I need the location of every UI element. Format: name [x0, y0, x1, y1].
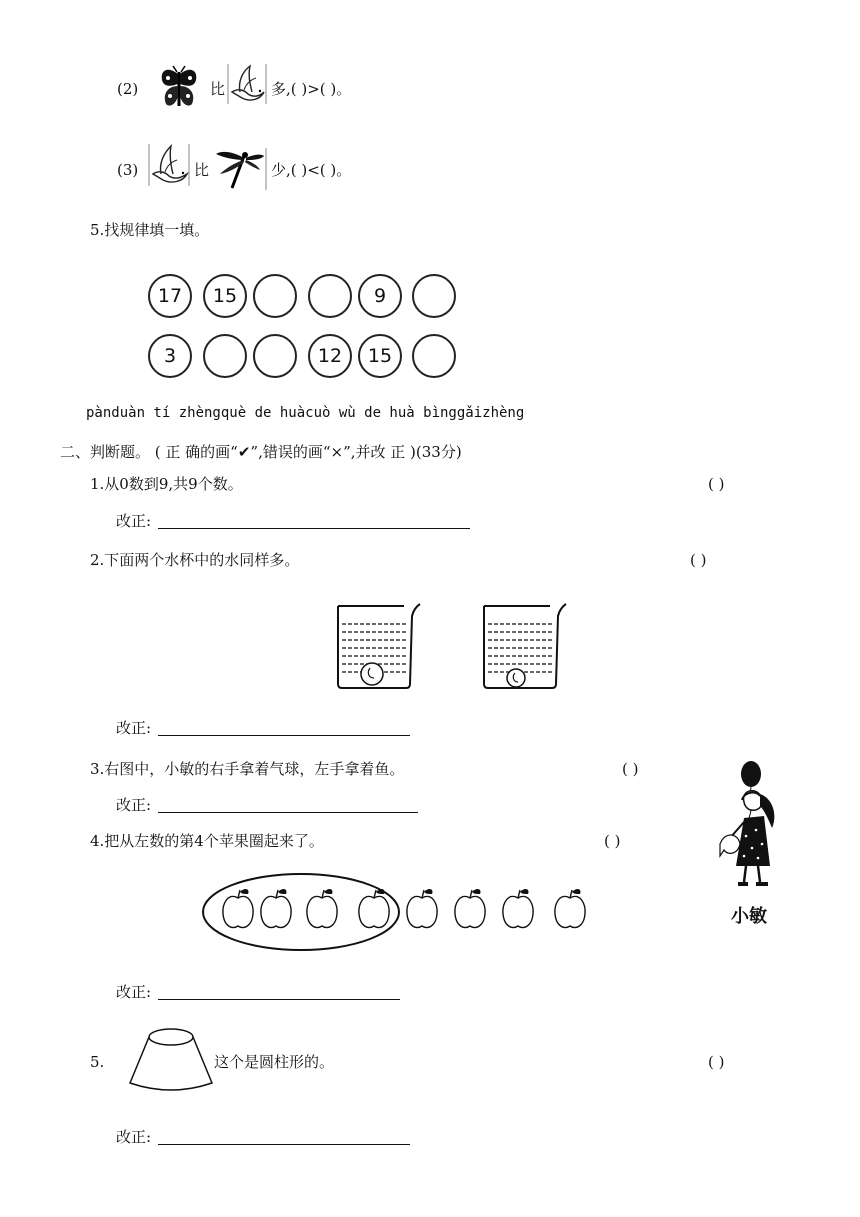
pattern-circle: 3: [148, 334, 192, 378]
water-cup-right: [480, 602, 570, 690]
answer-paren[interactable]: ( ): [604, 832, 621, 850]
pattern-circle: 15: [358, 334, 402, 378]
pinyin-line: pànduàn tí zhèngquè de huàcuò wù de huà bìnggǎizhèng: [86, 405, 525, 421]
pattern-circle: 12: [308, 334, 352, 378]
correction-label: 改正:: [116, 796, 152, 814]
correction-label: 改正:: [116, 512, 152, 530]
dove-icon: [147, 142, 191, 188]
compare-q2-number: (2): [117, 80, 139, 98]
judge-item-3: 3.右图中，小敏的右手拿着气球，左手拿着鱼。: [90, 760, 405, 778]
answer-paren[interactable]: ( ): [708, 1053, 725, 1071]
correction-line[interactable]: [158, 735, 410, 736]
correction-label: 改正:: [116, 1128, 152, 1146]
pattern-circle: 15: [203, 274, 247, 318]
correction-line[interactable]: [158, 812, 418, 813]
pattern-blank-circle[interactable]: [253, 334, 297, 378]
apples-row: [200, 872, 600, 952]
compare-q3-tail: 少,( )<( )。: [271, 161, 352, 179]
apple-icon: [407, 889, 437, 928]
girl-with-balloon-illustration: [718, 758, 788, 898]
water-cup-left: [334, 602, 424, 690]
pattern-circle: 9: [358, 274, 402, 318]
apple-icon: [555, 889, 585, 928]
compare-q3-bi: 比: [194, 161, 210, 179]
correction-label: 改正:: [116, 983, 152, 1001]
judge-item-5: 这个是圆柱形的。: [214, 1053, 335, 1071]
apple-icon: [503, 889, 533, 928]
pattern-circle: 17: [148, 274, 192, 318]
answer-paren[interactable]: ( ): [708, 475, 725, 493]
compare-q2-bi: 比: [210, 80, 226, 98]
judge-item-2: 2.下面两个水杯中的水同样多。: [90, 551, 300, 569]
frustum-shape: [128, 1025, 214, 1093]
judge-item-4: 4.把从左数的第4个苹果圈起来了。: [90, 832, 324, 850]
apple-icon: [223, 889, 253, 928]
answer-paren[interactable]: ( ): [622, 760, 639, 778]
section-heading: 二、判断题。 ( 正 确的画“✔”,错误的画“×”,并改 正 )(33分): [60, 443, 462, 461]
compare-q3-number: (3): [117, 161, 139, 179]
dragonfly-icon: [214, 146, 268, 192]
pattern-blank-circle[interactable]: [203, 334, 247, 378]
correction-line[interactable]: [158, 1144, 410, 1145]
apple-icon: [261, 889, 291, 928]
correction-label: 改正:: [116, 719, 152, 737]
pattern-blank-circle[interactable]: [308, 274, 352, 318]
pattern-question: 5.找规律填一填。: [90, 221, 210, 239]
answer-paren[interactable]: ( ): [690, 551, 707, 569]
correction-line[interactable]: [158, 999, 400, 1000]
butterfly-icon: [158, 64, 200, 110]
pattern-blank-circle[interactable]: [412, 334, 456, 378]
pattern-blank-circle[interactable]: [253, 274, 297, 318]
pattern-blank-circle[interactable]: [412, 274, 456, 318]
apple-icon: [307, 889, 337, 928]
girl-name-label: 小敏: [731, 906, 767, 927]
judge-item-1: 1.从0数到9,共9个数。: [90, 475, 243, 493]
compare-q2-tail: 多,( )>( )。: [271, 80, 352, 98]
correction-line[interactable]: [158, 528, 470, 529]
dove-icon: [226, 62, 268, 106]
judge-item-5-number: 5.: [90, 1053, 105, 1071]
apple-icon: [359, 889, 389, 928]
apple-icon: [455, 889, 485, 928]
